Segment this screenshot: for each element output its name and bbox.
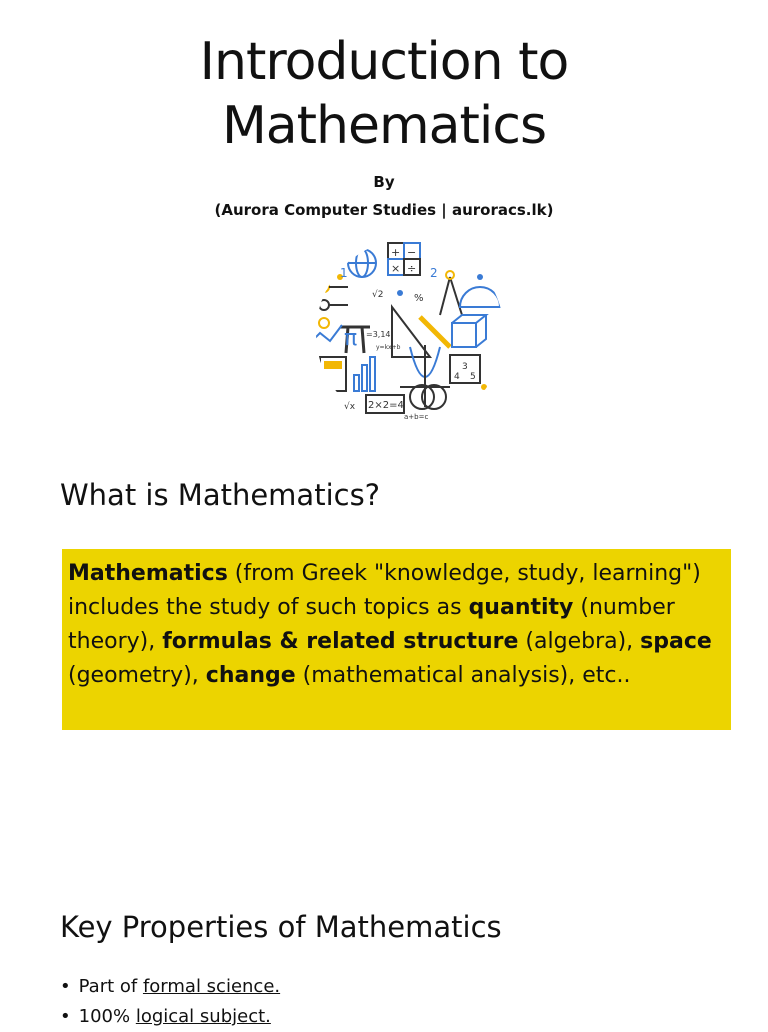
callout-term: change	[205, 663, 296, 688]
bullet-link[interactable]: logical subject.	[135, 1006, 271, 1027]
illustration-label: √x	[344, 402, 356, 412]
callout-term: formulas & related structure	[162, 629, 519, 654]
illustration-label: y=kx+b	[376, 344, 401, 351]
illustration-label: ×	[391, 262, 401, 275]
callout-text: (algebra),	[518, 629, 641, 654]
illustration-label: =3,14	[366, 330, 391, 339]
callout-term: Mathematics	[68, 561, 228, 586]
illustration-label: π	[344, 326, 358, 351]
list-item	[60, 972, 280, 1002]
section-heading-key-properties: Key Properties of Mathematics	[60, 910, 502, 944]
key-properties-list	[60, 972, 280, 1032]
callout-term: space	[640, 629, 712, 654]
illustration-label: √2	[372, 290, 384, 300]
title-line-1: Introduction to	[199, 32, 569, 92]
illustration-label: 1	[340, 266, 348, 280]
page-title	[0, 30, 768, 158]
byline-organization: (Aurora Computer Studies | auroracs.lk)	[214, 201, 554, 219]
callout-text: (from Greek "knowledge, study, learning") includes the study of such topics as	[68, 561, 701, 620]
illustration-label: 2×2=4	[368, 400, 404, 411]
illustration-label: 3	[462, 362, 468, 372]
illustration-label: 5	[470, 372, 476, 382]
math-collage-icon	[300, 237, 520, 429]
bullet-link[interactable]: formal science.	[142, 976, 281, 997]
section-heading-what: What is Mathematics?	[60, 478, 381, 512]
list-item	[60, 1002, 280, 1032]
illustration-label: −	[407, 246, 417, 259]
callout-term: quantity	[468, 595, 574, 620]
callout-text: (geometry),	[68, 663, 206, 688]
illustration-label: 4	[454, 372, 460, 382]
bullet-prefix: 100%	[78, 1006, 136, 1027]
illustration-label: ÷	[407, 262, 417, 275]
illustration-label: a+b=c	[404, 413, 429, 421]
title-line-2: Mathematics	[221, 96, 547, 156]
illustration-label: 2	[430, 266, 438, 280]
illustration-label: +	[391, 246, 401, 259]
callout-text: (mathematical analysis), etc..	[295, 663, 631, 688]
callout-text: (number theory),	[68, 595, 675, 654]
byline-by: By	[373, 173, 395, 191]
illustration-label: %	[414, 293, 424, 304]
bullet-prefix: Part of	[78, 976, 143, 997]
definition-callout	[62, 549, 731, 730]
